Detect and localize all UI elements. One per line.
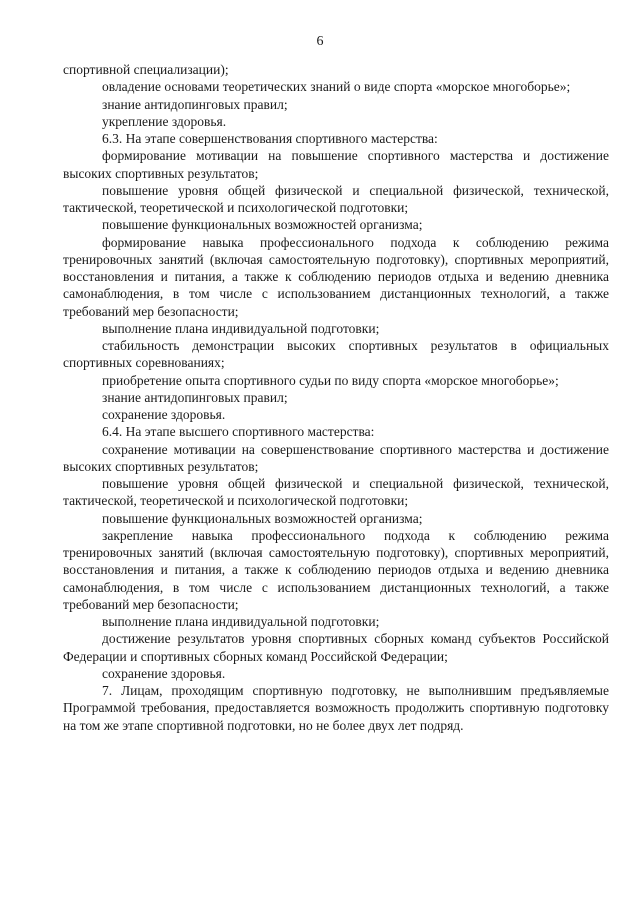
paragraph: овладение основами теоретических знаний о виде спорта «морское многоборье»; bbox=[102, 79, 571, 95]
page-number: 6 bbox=[316, 34, 324, 49]
section-heading-6-3: 6.3. На этапе совершенствования спортивного мастерства: bbox=[102, 131, 438, 146]
paragraph: достижение результатов уровня спортивных сборных команд субъектов Российской Федерации и спортивных сборных команд Российской Федерации; bbox=[63, 631, 609, 664]
paragraph: выполнение плана индивидуальной подготовки; bbox=[102, 320, 380, 336]
paragraph: повышение уровня общей физической и специальной физической, технической, тактической, теоретической и психологической подготовки; bbox=[63, 182, 609, 215]
paragraph: формирование мотивации на повышение спортивного мастерства и достижение высоких спортивных результатов; bbox=[63, 148, 609, 181]
paragraph: сохранение здоровья. bbox=[102, 665, 226, 681]
paragraph: выполнение плана индивидуальной подготовки; bbox=[102, 614, 380, 629]
paragraph: повышение функциональных возможностей организма; bbox=[102, 217, 423, 233]
paragraph: повышение функциональных возможностей организма; bbox=[102, 510, 423, 526]
paragraph: повышение уровня общей физической и специальной физической, технической, тактической, теоретической и психологической подготовки; bbox=[63, 476, 609, 509]
paragraph: знание антидопинговых правил; bbox=[102, 96, 288, 112]
paragraph: знание антидопинговых правил; bbox=[102, 389, 288, 405]
paragraph: приобретение опыта спортивного судьи по виду спорта «морское многоборье»; bbox=[102, 372, 559, 388]
paragraph: сохранение мотивации на совершенствование спортивного мастерства и достижение высоких спортивных результатов; bbox=[63, 441, 609, 474]
paragraph: закрепление навыка профессионального подхода к соблюдению режима тренировочных занятий (включая самостоятельную подготовку), спортивных мероприятий, восстановления и питания, а также к соблюдению периодов отдыха и ведению дневника самонаблюдения, в том числе с использованием дистанционных технологий, а также требований мер безопасности; bbox=[63, 527, 609, 612]
document-body bbox=[63, 61, 609, 734]
paragraph: спортивной специализации); bbox=[63, 62, 229, 77]
paragraph: сохранение здоровья. bbox=[102, 407, 226, 422]
paragraph: формирование навыка профессионального подхода к соблюдению режима тренировочных занятий (включая самостоятельную подготовку), спортивных мероприятий, восстановления и питания, а также к соблюдению периодов отдыха и ведению дневника самонаблюдения, в том числе с использованием дистанционных технологий, а также требований мер безопасности; bbox=[63, 234, 609, 319]
section-heading-6-4: 6.4. На этапе высшего спортивного мастерства: bbox=[102, 424, 375, 440]
paragraph: стабильность демонстрации высоких спортивных результатов в официальных спортивных соревнованиях; bbox=[63, 338, 609, 371]
paragraph: укрепление здоровья. bbox=[102, 113, 227, 129]
section-7-paragraph: 7. Лицам, проходящим спортивную подготовку, не выполнившим предъявляемые Программой требования, предоставляется возможность продолжить спортивную подготовку на том же этапе спортивной подготовки, но не более двух лет подряд. bbox=[63, 683, 609, 733]
